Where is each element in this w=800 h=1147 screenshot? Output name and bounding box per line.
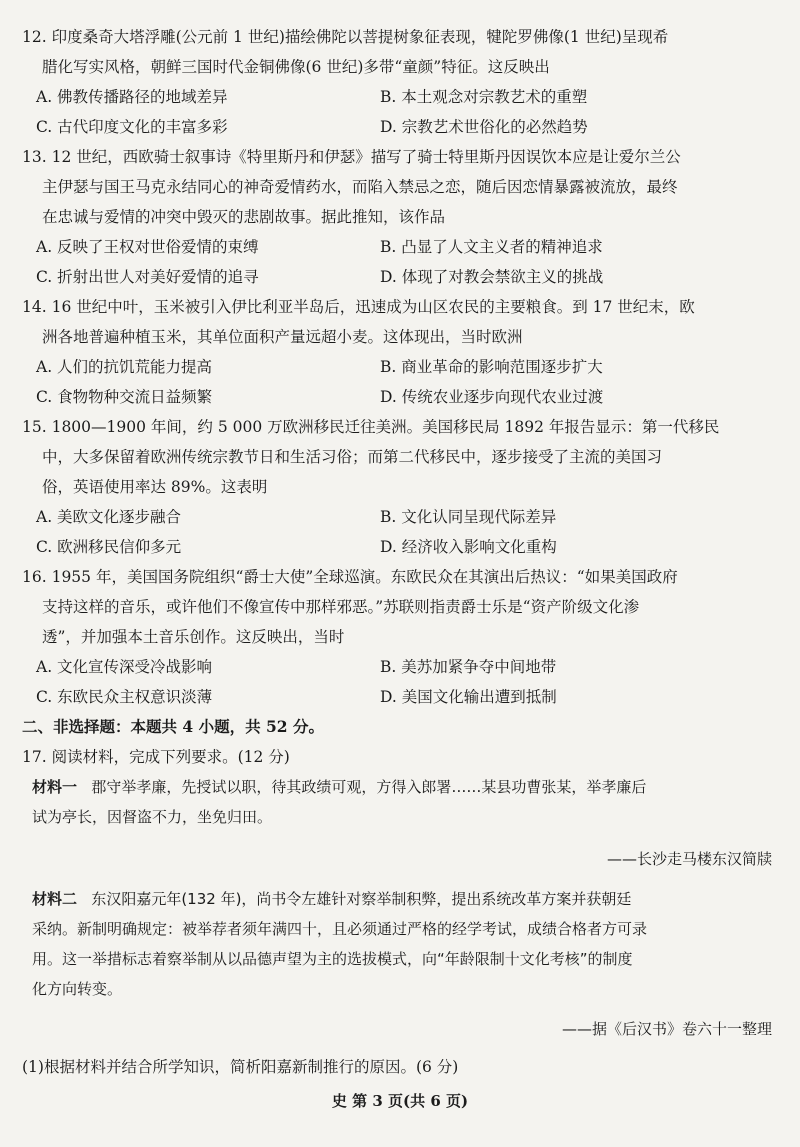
question-13 bbox=[22, 142, 782, 292]
option-row bbox=[22, 112, 782, 142]
option-b: B. 凸显了人文主义者的精神追求 bbox=[380, 238, 603, 256]
option-row bbox=[22, 262, 782, 292]
option-a: A. 美欧文化逐步融合 bbox=[36, 508, 182, 526]
question-stem: 12. 印度桑奇大塔浮雕(公元前 1 世纪)描绘佛陀以菩提树象征表现，犍陀罗佛像(1 世纪)呈现希 bbox=[22, 28, 669, 46]
option-a: A. 反映了王权对世俗爱情的束缚 bbox=[36, 238, 259, 256]
option-row bbox=[22, 652, 782, 682]
question-stem: 在忠诚与爱情的冲突中毁灭的悲剧故事。据此推知，该作品 bbox=[42, 208, 446, 226]
option-a: A. 人们的抗饥荒能力提高 bbox=[36, 358, 213, 376]
question-stem: 洲各地普遍种植玉米，其单位面积产量远超小麦。这体现出，当时欧洲 bbox=[42, 328, 523, 346]
option-row bbox=[22, 382, 782, 412]
option-row bbox=[22, 532, 782, 562]
material-1-source: ——长沙走马楼东汉简牍 bbox=[606, 850, 772, 868]
option-c: C. 东欧民众主权意识淡薄 bbox=[36, 688, 213, 706]
material-1-text bbox=[22, 772, 782, 802]
question-15 bbox=[22, 412, 782, 562]
material-2-line: 东汉阳嘉元年(132 年)，尚书令左雄针对察举制积弊，提出系统改革方案并获朝廷 bbox=[91, 890, 632, 908]
option-row bbox=[22, 502, 782, 532]
exam-page bbox=[22, 22, 782, 1082]
material-1-line: 郡守举孝廉，先授试以职，待其政绩可观，方得入郎署……某县功曹张某，举孝廉后 bbox=[91, 778, 647, 796]
material-2-label: 材料二 bbox=[32, 890, 78, 908]
option-a: A. 文化宣传深受冷战影响 bbox=[36, 658, 213, 676]
option-d: D. 美国文化输出遭到抵制 bbox=[380, 688, 557, 706]
option-row bbox=[22, 82, 782, 112]
question-stem: 透”，并加强本土音乐创作。这反映出，当时 bbox=[42, 628, 345, 646]
option-d: D. 传统农业逐步向现代农业过渡 bbox=[380, 388, 604, 406]
question-stem: 14. 16 世纪中叶，玉米被引入伊比利亚半岛后，迅速成为山区农民的主要粮食。到 17 世纪末，欧 bbox=[22, 298, 695, 316]
material-1-line: 试为亭长，因督盗不力，坐免归田。 bbox=[32, 808, 273, 826]
option-row bbox=[22, 682, 782, 712]
option-b: B. 商业革命的影响范围逐步扩大 bbox=[380, 358, 603, 376]
question-stem: 俗，英语使用率达 89%。这表明 bbox=[42, 478, 268, 496]
question-stem: 13. 12 世纪，西欧骑士叙事诗《特里斯丹和伊瑟》描写了骑士特里斯丹因误饮本应是让爱尔兰公 bbox=[22, 148, 681, 166]
question-stem: 主伊瑟与国王马克永结同心的神奇爱情药水，而陷入禁忌之恋，随后因恋情暴露被流放，最终 bbox=[42, 178, 678, 196]
option-c: C. 食物物种交流日益频繁 bbox=[36, 388, 213, 406]
question-stem: 支持这样的音乐，或许他们不像宣传中那样邪恶。”苏联则指责爵士乐是“资产阶级文化渗 bbox=[42, 598, 640, 616]
question-12 bbox=[22, 22, 782, 142]
question-14 bbox=[22, 292, 782, 412]
option-row bbox=[22, 352, 782, 382]
option-b: B. 美苏加紧争夺中间地带 bbox=[380, 658, 557, 676]
material-2-text bbox=[22, 884, 782, 914]
question-stem: 15. 1800—1900 年间，约 5 000 万欧洲移民迁往美洲。美国移民局 1892 年报告显示：第一代移民 bbox=[22, 418, 720, 436]
option-d: D. 经济收入影响文化重构 bbox=[380, 538, 557, 556]
page-footer: 史 第 3 页(共 6 页) bbox=[331, 1092, 469, 1110]
material-2-line: 化方向转变。 bbox=[32, 980, 123, 998]
option-a: A. 佛教传播路径的地域差异 bbox=[36, 88, 228, 106]
option-c: C. 折射出世人对美好爱情的追寻 bbox=[36, 268, 259, 286]
question-stem: 中，大多保留着欧洲传统宗教节日和生活习俗；而第二代移民中，逐步接受了主流的美国习 bbox=[42, 448, 663, 466]
option-row bbox=[22, 232, 782, 262]
question-intro: 17. 阅读材料，完成下列要求。(12 分) bbox=[22, 748, 290, 766]
sub-question-1: (1)根据材料并结合所学知识，简析阳嘉新制推行的原因。(6 分) bbox=[22, 1058, 459, 1076]
material-2-source: ——据《后汉书》卷六十一整理 bbox=[561, 1020, 772, 1038]
option-b: B. 文化认同呈现代际差异 bbox=[380, 508, 557, 526]
question-stem: 腊化写实风格，朝鲜三国时代金铜佛像(6 世纪)多带“童颜”特征。这反映出 bbox=[42, 58, 550, 76]
option-c: C. 古代印度文化的丰富多彩 bbox=[36, 118, 228, 136]
material-2-line: 用。这一举措标志着察举制从以品德声望为主的选拔模式，向“年龄限制十文化考核”的制度 bbox=[32, 950, 633, 968]
option-d: D. 体现了对教会禁欲主义的挑战 bbox=[380, 268, 604, 286]
material-1-label: 材料一 bbox=[32, 778, 78, 796]
section-heading: 二、非选择题：本题共 4 小题，共 52 分。 bbox=[22, 717, 324, 736]
option-c: C. 欧洲移民信仰多元 bbox=[36, 538, 182, 556]
question-16 bbox=[22, 562, 782, 712]
question-stem: 16. 1955 年，美国国务院组织“爵士大使”全球巡演。东欧民众在其演出后热议：“如果美国政府 bbox=[22, 568, 678, 586]
material-2-line: 采纳。新制明确规定：被举荐者须年满四十，且必须通过严格的经学考试，成绩合格者方可录 bbox=[32, 920, 648, 938]
option-b: B. 本土观念对宗教艺术的重塑 bbox=[380, 88, 588, 106]
question-17 bbox=[22, 742, 782, 1082]
option-d: D. 宗教艺术世俗化的必然趋势 bbox=[380, 118, 588, 136]
